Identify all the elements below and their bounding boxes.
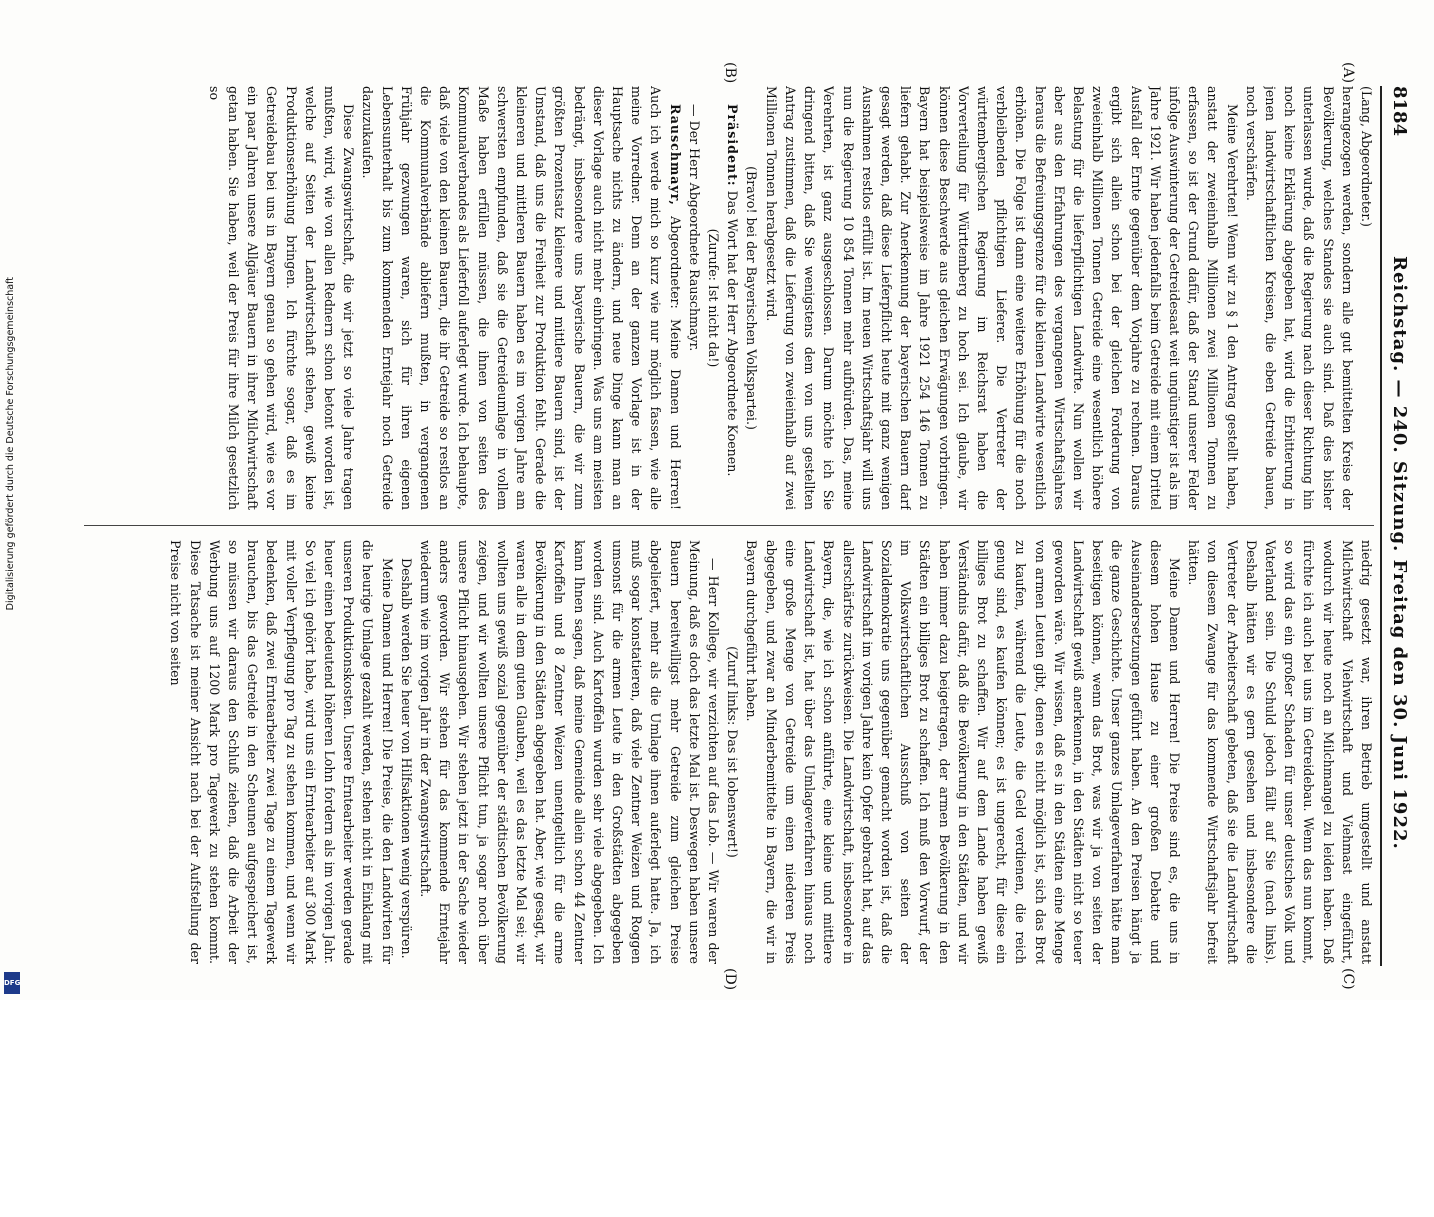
paragraph: Deshalb werden Sie heuer von Hilfsaktionen wenig verspüren. bbox=[398, 558, 414, 959]
right-column bbox=[76, 540, 1376, 964]
applause-note: (Bravo! bei der Bayerischen Volkspartei.) bbox=[744, 166, 760, 430]
speaker-tag: (Lang, Abgeordneter.) bbox=[1359, 86, 1374, 227]
page-number: 8184 bbox=[1389, 86, 1410, 137]
speaker-name: Präsident: bbox=[725, 104, 741, 187]
paragraph: herangezogen werden, sondern alle gut bemittelten Kreise der Bevölkerung, welches Standes sie auch sind. Daß dies bisher unterlassen wurde, daß die Regierung nach dieser Richtung hin noch keine Erklärung abgegeben hat, wird die Erbitterung in jenen landwirtschaftlichen Kreisen, die eben Getreide bauen, noch verschärfen. bbox=[1243, 86, 1355, 510]
speech-text: Abgeordneter: Meine Damen und Herren! Auch ich werde mich so kurz wie nur möglich fassen, wie alle meine Vorredner. Denn an der ganzen Vorlage ist in der Hauptsache nichts zu ändern, und neue Dinge kann man an dieser Vorlage auch nicht mehr einbringen. Was uns am meisten bedrängt, insbesondere uns bayerische Bauern, die wir zum größten Prozentsatz kleinere und mittlere Bauern sind, ist der Umstand, daß uns die Freiheit zur Produktion fehlt. Gerade die kleineren und mittleren Bauern haben es im vorigen Jahre am schwersten empfunden, daß sie die Getreideumlage in vollem Maße haben erfüllen müssen, die ihnen von seiten des Kommunalverbandes als Lieferfoll auferlegt wurde. Ich behaupte, daß viele von den kleinen Bauern, die ihr Getreide so restlos an die Kommunalverbände abliefern mußten, in vergangenen Frühjahr gezwungen waren, sich für ihren eigenen Lebensunterhalt bis zum kommenden Erntejahr noch Getreide dazuzukaufen. bbox=[360, 86, 683, 510]
paragraph: niedrig gesetzt war, ihren Betrieb umgestellt und anstatt Milchwirtschaft Viehwirtschaft und Viehmast eingeführt, wodurch wir heute noch an Milchmangel zu leiden haben. Daß fürchte ich auch bei uns im Getreidebau. Wenn das nun kommt, so wird das ein großer Schaden für unser deutsches Volk und Vaterland sein. Die Schuld jedoch fällt auf Sie (nach links). Deshalb hätten wir es gern gesehen und insbesondere die Vertreter der Arbeiterschaft gebeten, daß sie die Landwirtschaft von diesem Zwange für das kommende Wirtschaftsjahr befreit hätten. bbox=[1186, 540, 1374, 964]
margin-marker-d: (D) bbox=[722, 968, 738, 991]
speaker-name: Rauschmayr, bbox=[667, 104, 683, 206]
page-title: Reichstag. — 240. Sitzung. Freitag den 30. Juni 1922. bbox=[1389, 256, 1410, 850]
president-paragraph bbox=[723, 86, 742, 510]
interjection: (Zurufe: Ist nicht da!) bbox=[706, 228, 722, 368]
page-header bbox=[1380, 86, 1416, 966]
margin-marker-a: (A) bbox=[1340, 62, 1356, 84]
paragraph: — Der Herr Abgeordnete Rauschmayr. bbox=[686, 104, 702, 352]
column-divider bbox=[84, 525, 1374, 526]
margin-marker-c: (C) bbox=[1340, 968, 1356, 990]
paragraph: Diese Zwangswirtschaft, die wir jetzt so viele Jahre tragen mußten, wird, wie von allen Rednern schon betont worden ist, welche auf Seiten der Landwirtschaft stehen, gewiß keine Produktionserhöhung bringen. Ich fürchte sogar, daß es im Getreidebau bei uns in Bayern genau so gehen wird, wie es vor ein paar Jahren unsere Allgäuer Bauern in ihrer Milchwirtschaft getan haben. Sie haben, weil der Preis für ihre Milch gesetzlich so bbox=[206, 86, 357, 510]
dfg-logo: DFG bbox=[4, 972, 20, 994]
footer-credit: Digitalisierung gefördert durch die Deutsche Forschungsgemeinschaft bbox=[5, 277, 16, 611]
paragraph: — Herr Kollege, wir verzichten auf das Lob. — Wir waren der Meinung, daß es doch das letzte Mal ist. Deswegen haben unsere Bauern bereitwilligst mehr Getreide zum gleichen Preise abgeliefert, mehr als die Umlage ihnen auferlegt hatte. Ja, ich muß sogar konstatieren, daß viele Zentner Weizen und Roggen umsonst für die armen Leute in den Großstädten abgegeben worden sind. Auch Kartoffeln wurden sehr viele abgegeben. Ich kann Ihnen sagen, daß meine Gemeinde allein schon 44 Zentner Kartoffeln und 8 Zentner Weizen unentgeltlich für die arme Bevölkerung in den Städten abgegeben hat. Aber, wie gesagt, wir waren alle in dem guten Glauben, weil es das letzte Mal sei; wir wollten uns gewiß sozial gegenüber der städtischen Bevölkerung zeigen, und wir wollten unsere Pflicht tun, ja sogar noch über unsere Pflicht hinausgehen. Wir stehen jetzt in der Sache wieder anders geworden. Wir stehen für das kommende Erntejahr wiederum wie im vorigen Jahr in der Zwangswirtschaft. bbox=[418, 540, 722, 964]
interjection: (Zuruf links: Das ist lobenswert!) bbox=[725, 646, 741, 858]
footer-strip bbox=[2, 0, 22, 1000]
left-column bbox=[76, 86, 1376, 510]
margin-marker-b: (B) bbox=[722, 62, 738, 84]
paragraph: Meine Verehrten! Wenn wir zu § 1 den Antrag gestellt haben, anstatt der zweieinhalb Millionen zwei Millionen Tonnen zu erfassen, so ist der Grund dafür, daß der Stand unserer Felder infolge Auswinterung der Getreidesaat weit ungünstiger ist als im Jahre 1921. Wir haben jedenfalls beim Getreide mit einem Drittel Ausfall der Ernte gegenüber dem Vorjahre zu rechnen. Daraus ergibt sich allein schon bei der gleichen Forderung von zweieinhalb Millionen Tonnen Getreide eine wesentlich höhere Belastung für die lieferpflichtigen Landwirte. Nun wollen wir aber aus den Erfahrungen des vergangenen Wirtschaftsjahres heraus die Befreiungsgrenze für die kleinen Landwirte wesentlich erhöhen. Die Folge ist dann eine weitere Erhöhung für die noch verbleibenden pflichtigen Lieferer. Die Vertreter der württembergischen Regierung im Reichsrat haben die Vorverteilung für Württemberg zu hoch sei. Ich glaube, wir können diese Beschwerde aus gleichen Erwägungen vorbringen. Bayern hat beispielsweise im Jahre 1921 254 146 Tonnen zu liefern gehabt. Zur Anerkennung der bayerischen Bauern darf gesagt werden, daß diese Lieferpflicht heute mit ganz wenigen Ausnahmen restlos erfüllt ist. Im neuen Wirtschaftsjahr will uns nun die Regierung 10 854 Tonnen mehr aufbürden. Das, meine Verehrten, ist ganz ausgeschlossen. Darum möchte ich Sie dringend bitten, daß Sie wenigstens dem von uns gestellten Antrag zustimmen, daß die Lieferung von zweieinhalb auf zwei Millionen Tonnen herabgesetzt wird. bbox=[763, 86, 1240, 510]
speaker-paragraph bbox=[358, 86, 684, 510]
paragraph: Meine Damen und Herren! Die Preise sind es, die uns in diesem hohen Hause zu einer großen Debatte und Auseinandersetzungen geführt haben. An den Preisen hängt ja die ganze Geschichte. Unser ganzes Umlageverfahren hätte man beseitigen können, wenn das Brot, was wir ja von seiten der Landwirtschaft gewiß anerkennen, in den Städten nicht so teuer geworden wäre. Wir wissen, daß es in den Städten eine Menge von armen Leuten gibt, denen es nicht möglich ist, sich das Brot zu kaufen, während die Leute, die Geld verdienen, die reich genug sind, es kaufen können; es ist ungerecht, für diese ein billiges Brot zu schaffen. Wir auf dem Lande haben gewiß Verständnis dafür, daß die Bevölkerung in den Städten, und wir haben immer dazu beigetragen, der armen Bevölkerung in den Städten ein billiges Brot zu schaffen. Ich muß den Vorwurf, der im Volkswirtschaftlichen Ausschuß von seiten der Sozialdemokratie uns gegenüber gemacht worden ist, daß die Landwirtschaft im vorigen Jahre kein Opfer gebracht hat, auf das allerschärfste zurückweisen. Die Landwirtschaft, insbesondere in Bayern, die, wie ich schon anführte, eine kleine und mittlere Landwirtschaft ist, hat über das Umlageverfahren hinaus noch eine große Menge von Getreide um einen niederen Preis abgegeben, und zwar an Minderbemittelte in Bayern, die wir in Bayern durchgeführt haben. bbox=[744, 540, 1182, 964]
speech-text: Das Wort hat der Herr Abgeordnete Koenen. bbox=[725, 190, 741, 477]
paragraph: Meine Damen und Herren! Die Preise, die den Landwirten für die heurige Umlage gezahlt werden, stehen nicht in Einklang mit unseren Produktionskosten. Unsere Erntearbeiter werden gerade heuer einen bedeutend höheren Lohn fordern als im vorigen Jahr. So viel ich gehört habe, wird uns ein Erntearbeiter auf 300 Mark mit voller Verpflegung pro Tag zu stehen kommen, und wenn wir bedenken, daß zwei Erntearbeiter zwei Tage zu einem Tagewerk brauchen, bis das Getreide in den Scheunen aufgespeichert ist, so müssen wir daraus den Schluß ziehen, daß die Arbeit der Werbung uns auf 1200 Mark pro Tagewerk zu stehen kommt. Diese Tatsache ist meiner Ansicht nach bei der Aufstellung der Preise nicht von seiten bbox=[168, 540, 395, 964]
